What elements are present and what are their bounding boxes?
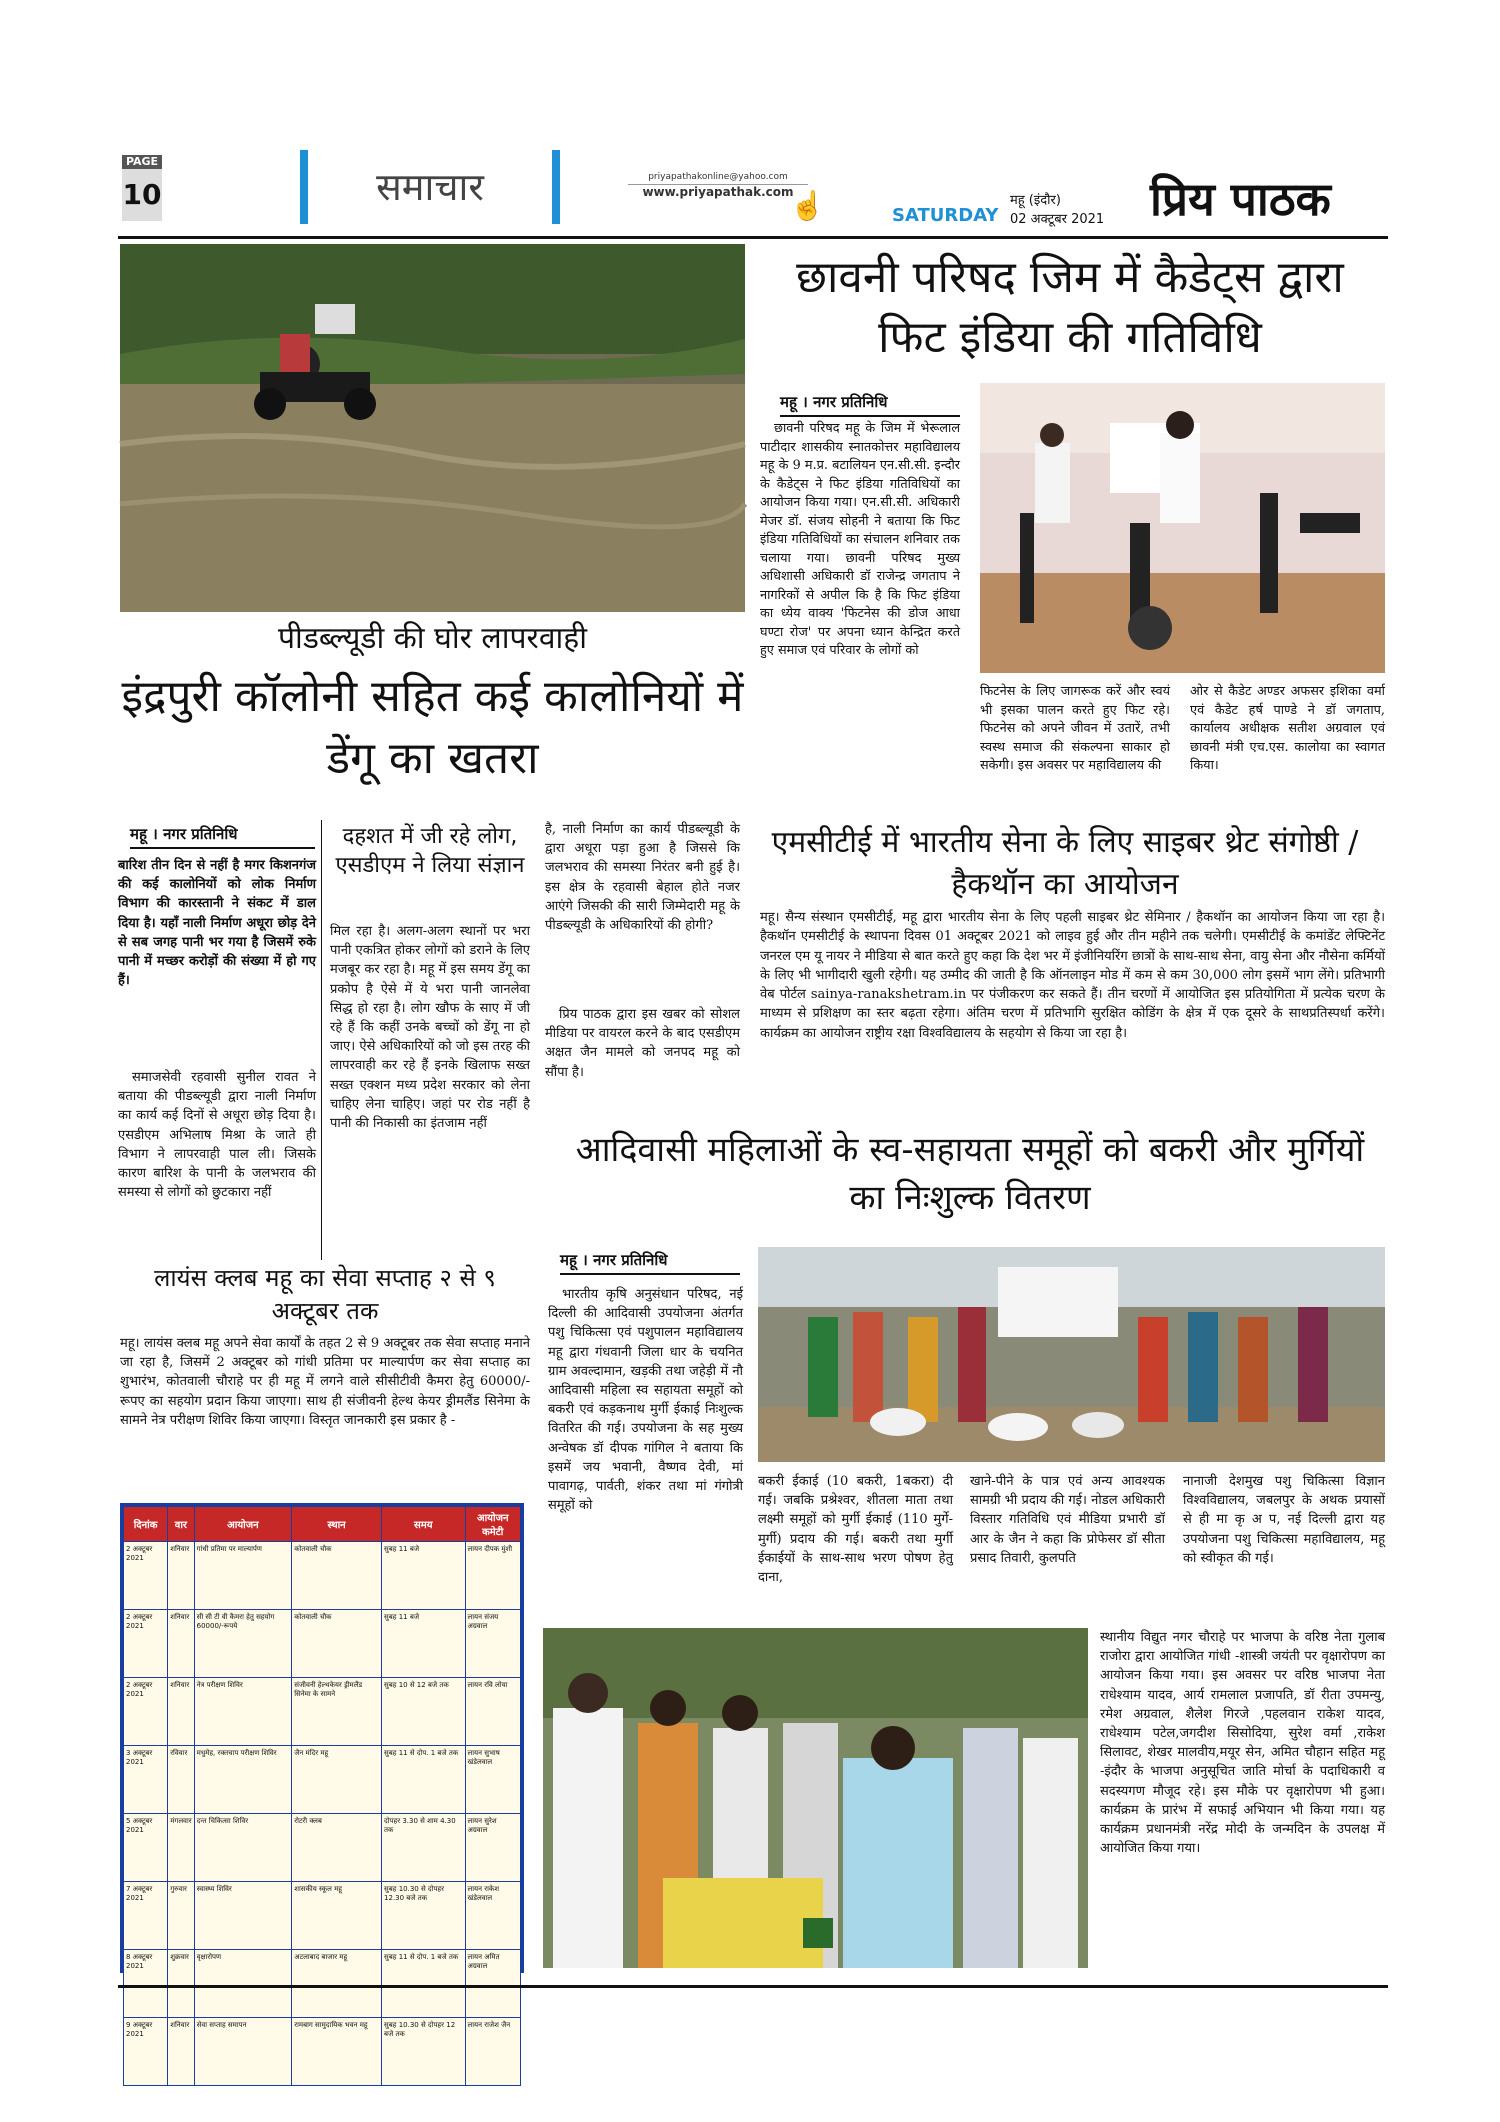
table-cell: स्वास्थ्य शिविर [194, 1882, 292, 1950]
table-row [124, 1814, 521, 1882]
contact-badge[interactable] [628, 172, 808, 210]
contact-email: priyapathakonline@yahoo.com [628, 172, 808, 185]
dengue-subhead: दहशत में जी रहे लोग, एसडीएम ने लिया संज्ञान [335, 824, 525, 878]
plantation-photo [543, 1628, 1088, 1968]
table-cell: शनिवार [168, 1542, 194, 1610]
gym-byline: महू । नगर प्रतिनिधि [780, 392, 960, 417]
table-header-cell: आयोजन कमेटी [465, 1507, 521, 1542]
table-cell: संजीवनी हेल्थकेयर ड्रीमलैंड सिनेमा के सामने [292, 1678, 382, 1746]
tribal-column-2: बकरी ईकाई (10 बकरी, 1बकरा) दी गई। जबकि प्रश्रेश्वर, शीतला माता तथा लक्ष्मी समूहों को मुर्गी ईकाई (110 मुर्गे-मुर्गी) प्रदाय की गई। बकरी तथा मुर्गी ईकाईयों के साथ-साथ भरण पोषण हेतु दाना, [758, 1474, 953, 1586]
table-cell: दोपहर 3.30 से शाम 4.30 तक [382, 1814, 465, 1882]
table-header-cell: स्थान [292, 1507, 382, 1542]
top-rule [118, 236, 1388, 239]
table-cell: सुबह 10 से 12 बजे तक [382, 1678, 465, 1746]
gym-photo [980, 383, 1385, 673]
table-cell: सुबह 10.30 से दोपहर 12 बजे तक [382, 2018, 465, 2086]
table-cell: 9 अक्टूबर 2021 [124, 2018, 168, 2086]
cyber-headline: एमसीटीई में भारतीय सेना के लिए साइबर थ्रेट संगोष्ठी / हैकथॉन का आयोजन [771, 825, 1359, 902]
table-cell: गांधी प्रतिमा पर माल्यार्पण [194, 1542, 292, 1610]
table-cell: लायन दीपक मुंशी [465, 1542, 521, 1610]
table-cell: शुक्रवार [168, 1950, 194, 2018]
dengue-lead: बारिश तीन दिन से नहीं है मगर किशनगंज की कई कालोनियों को लोक निर्माण विभाग की कारस्तानी ने संकट में डाल दिया है। यहाँ नाली निर्माण अधूरा छोड़ देने से सब जगह पानी भर गया है जिसमें रुके पानी में मच्छर करोड़ों की संख्या में हो गए हैं। [118, 858, 316, 989]
page-number-box [122, 155, 162, 227]
table-header-cell: समय [382, 1507, 465, 1542]
newspaper-logo: प्रिय पाठक [1150, 172, 1331, 226]
table-cell: रामबाग सामुदायिक भवन महू [292, 2018, 382, 2086]
table-cell: 3 अक्टूबर 2021 [124, 1746, 168, 1814]
table-row [124, 1950, 521, 2018]
cyber-body: महू। सैन्य संस्थान एमसीटीई, महू द्वारा भारतीय सेना के लिए पहली साइबर थ्रेट सेमिनार / हैकथॉन का आयोजन किया जा रहा है। हैकथॉन एमसीटीई के स्थापना दिवस 01 अक्टूबर 2021 को लाइव हुई और तीन महीने तक चलेगी। एमसीटीई के कमांडेंट लेफ्टिनेंट जनरल एम यू नायर ने मीडिया से बात करते हुए कहा कि देश भर में इंजीनियरिंग छात्रों के साथ-साथ सेना, वायु सेना और नौसेना कर्मियों के लिए भी भागीदारी खुली रहेगी। यह उम्मीद की जाती है कि ऑनलाइन मोड में कम से कम 30,000 लोग इसमें भाग लेंगे। प्रतिभागी वेब पोर्टल sainya-ranakshetram.in पर पंजीकरण कर सकते हैं। तीन चरणों में आयोजित इस प्रतियोगिता में प्रत्येक चरण के माध्यम से प्रशिक्षण का स्तर बढ़ता रहेगा। अंतिम चरण में प्रतिभागि सुरक्षित कोडिंग के क्षेत्र में एक दूसरे के साथप्रतिस्पर्धा करेंगे। कार्यक्रम का आयोजन राष्ट्रीय रक्षा विश्वविद्यालय के सहयोग से किया जा रहा है। [760, 910, 1385, 1041]
table-cell: शासकीय स्कूल महू [292, 1882, 382, 1950]
table-cell: अटलाबाद बाजार महू [292, 1950, 382, 2018]
section-title: समाचार [300, 150, 560, 224]
tribal-photo [758, 1247, 1385, 1462]
table-cell: 8 अक्टूबर 2021 [124, 1950, 168, 2018]
gym-column-1: छावनी परिषद महू के जिम में भेरूलाल पाटीदार शासकीय स्नातकोत्तर महाविद्यालय महू के 9 म.प्र. बटालियन एन.सी.सी. इन्दौर के कैडेट्स ने फिट इंडिया गतिविधियों का आयोजन किया गया। एन.सी.सी. अधिकारी मेजर डॉ. संजय सोहनी ने बताया कि फिट इंडिया गतिविधियों का संचालन शनिवार तक चलाया गया। छावनी परिषद मुख्य अधिशासी अधिकारी डॉ राजेन्द्र जगताप ने नागरिकों से अपील कि है कि फिट इंडिया का ध्येय वाक्य 'फिटनेस की डोज आधा घण्टा रोज' पर अपना ध्यान केन्द्रित करते हुए समाज एवं परिवार के लोगों को [760, 421, 960, 658]
page-number: 10 [122, 169, 162, 221]
gym-headline: छावनी परिषद जिम में कैडेट्स द्वारा फिट इंडिया की गतिविधि [796, 252, 1344, 363]
table-cell: सुबह 11 से दोप. 1 बजे तक [382, 1746, 465, 1814]
table-cell: सेवा सप्ताह समापन [194, 2018, 292, 2086]
table-cell: नेत्र परीक्षण शिविर [194, 1678, 292, 1746]
table-cell: वृक्षारोपण [194, 1950, 292, 2018]
table-cell: शनिवार [168, 2018, 194, 2086]
table-cell: रविवार [168, 1746, 194, 1814]
column-divider [321, 820, 322, 1260]
weekday: SATURDAY [892, 205, 999, 226]
table-cell: दन्त चिकित्सा शिविर [194, 1814, 292, 1882]
table-row [124, 1746, 521, 1814]
dengue-kicker: पीडब्ल्यूडी की घोर लापरवाही [278, 621, 587, 656]
table-cell: सी सी टी वी कैमरा हेतु सहयोग 60000/-रूपये [194, 1610, 292, 1678]
gym-column-3: ओर से कैडेट अण्डर अफसर इशिका वर्मा एवं कैडेट हर्ष पाण्डे ने डॉ जगताप, कार्यालय अधीक्षक सतीश अग्रवाल एवं छावनी मंत्री एच.एस. कालोया का स्वागत किया। [1190, 684, 1385, 773]
table-row [124, 1882, 521, 1950]
table-cell: मधुमेह, रक्तचाप परीक्षण शिविर [194, 1746, 292, 1814]
tribal-column-4: नानाजी देशमुख पशु चिकित्सा विज्ञान विश्वविद्यालय, जबलपुर के अथक प्रयासों से ही मा कृ अ प, नई दिल्ली द्वारा यह उपयोजना पशु चिकित्सा महाविद्यालय, महू को स्वीकृत की गई। [1183, 1474, 1385, 1566]
flood-photo [120, 244, 745, 612]
table-cell: कोतवाली चौक [292, 1542, 382, 1610]
dengue-column-2: मिल रहा है। अलग-अलग स्थानों पर भरा पानी एकत्रित होकर लोगों को डराने के लिए मजबूर कर रहा है। महू में इस समय डेंगू का प्रकोप है ऐसे में ये भरा पानी जानलेवा सिद्ध हो रहा है। लोग खौफ के साए में जी रहे हैं कि कहीं उनके बच्चों को डेंगू ना हो जाए। ऐसे अधिकारियों को जो इस तरह की लापरवाही कर रहे हैं इनके खिलाफ सख्त सख्त एक्शन मध्य प्रदेश सरकार को लेना चाहिए लेना चाहिए। जहां पर रोड नहीं है पानी की निकासी का इंतजाम नहीं [330, 924, 530, 1132]
dateline-city: महू (इंदौर) [1010, 193, 1061, 208]
lions-body: महू। लायंस क्लब महू अपने सेवा कार्यों के तहत 2 से 9 अक्टूबर तक सेवा सप्ताह मनाने जा रहा है, जिसमें 2 अक्टूबर को गांधी प्रतिमा पर माल्यार्पण कर सेवा सप्ताह का शुभारंभ, कोतवाली चौराहे पर ही महू में लगने वाले सीसीटीवी कैमरा हेतु 60000/- रूपए का सहयोग प्रदान किया जाएगा। साथ ही संजीवनी हेल्थ केयर ड्रीमलैंड सिनेमा के सामने नेत्र परीक्षण शिविर किया जाएगा। विस्तृत जानकारी इस प्रकार है - [120, 1336, 530, 1428]
table-cell: मंगलवार [168, 1814, 194, 1882]
table-row [124, 2018, 521, 2086]
dengue-column-1: समाजसेवी रहवासी सुनील रावत ने बताया की पीडब्ल्यूडी द्वारा नाली निर्माण का कार्य कई दिनों से अधूरा छोड़ दिया है। एसडीएम अभिलाष मिश्रा के जाते ही विभाग ने लापरवाही पाल ली। जिसके कारण बारिश के पानी के जलभराव की समस्या से लोगों को छुटकारा नहीं [118, 1070, 316, 1201]
table-row [124, 1542, 521, 1610]
table-cell: जैन मंदिर महू [292, 1746, 382, 1814]
table-cell: लायन राकेश खंडेलवाल [465, 1882, 521, 1950]
lions-headline: लायंस क्लब महू का सेवा सप्ताह २ से ९ अक्टूबर तक [154, 1264, 496, 1325]
lions-schedule-table [120, 1503, 524, 2038]
table-cell: 5 अक्टूबर 2021 [124, 1814, 168, 1882]
issue-date: 02 अक्टूबर 2021 [1010, 212, 1105, 227]
table-cell: 2 अक्टूबर 2021 [124, 1542, 168, 1610]
table-row [124, 1678, 521, 1746]
table-cell: लायन सुभाष खंडेलवाल [465, 1746, 521, 1814]
dengue-byline: महू । नगर प्रतिनिधि [130, 824, 315, 849]
table-cell: कोतवाली चौक [292, 1610, 382, 1678]
table-header-cell: आयोजन [194, 1507, 292, 1542]
table-header-cell: दिनांक [124, 1507, 168, 1542]
table-cell: लायन सुरेश अग्रवाल [465, 1814, 521, 1882]
table-cell: शनिवार [168, 1678, 194, 1746]
table-cell: लायन राजेश जैन [465, 2018, 521, 2086]
table-cell: शनिवार [168, 1610, 194, 1678]
table-cell: लायन संजय अग्रवाल [465, 1610, 521, 1678]
table-cell: सुबह 10.30 से दोपहर 12.30 बजे तक [382, 1882, 465, 1950]
dengue-column-3b: प्रिय पाठक द्वारा इस खबर को सोशल मीडिया पर वायरल करने के बाद एसडीएम अक्षत जैन मामले को जनपद महू को सौंपा है। [545, 1007, 740, 1080]
tribal-column-1: भारतीय कृषि अनुसंधान परिषद, नई दिल्ली की आदिवासी उपयोजना अंतर्गत पशु चिकित्सा एवं पशुपालन महाविद्यालय महू द्वारा गंधवानी जिला धार के चयनित ग्राम अवल्दामान, खड़की तथा जहेड़ी में नौ आदिवासी महिला स्व सहायता समूहों को बकरी एवं कड़कनाथ मुर्गी ईकाई निःशुल्क वितरित की गई। उपयोजना के सह मुख्य अन्वेषक डॉ दीपक गांगिल ने बताया कि इसमें जय भवानी, वैष्णव देवी, मां पावागढ़, पार्वती, शंकर तथा मां गंगोत्री समूहों को [548, 1287, 743, 1514]
table-cell: रोटरी क्लब [292, 1814, 382, 1882]
pointing-hand-icon: ☝ [790, 189, 825, 222]
bottom-rule [118, 1985, 1388, 1988]
table-cell: 2 अक्टूबर 2021 [124, 1678, 168, 1746]
table-cell: सुबह 11 से दोप. 1 बजे तक [382, 1950, 465, 2018]
table-cell: लायन रवि लोया [465, 1678, 521, 1746]
table-cell: गुरुवार [168, 1882, 194, 1950]
table-cell: सुबह 11 बजे [382, 1610, 465, 1678]
table-cell: 7 अक्टूबर 2021 [124, 1882, 168, 1950]
dengue-headline: इंद्रपुरी कॉलोनी सहित कई कालोनियों में डेंगू का खतरा [121, 671, 744, 784]
page-label: PAGE [122, 155, 162, 169]
dengue-column-3a: है, नाली निर्माण का कार्य पीडब्ल्यूडी के द्वारा अधूरा पड़ा हुआ है जिससे कि जलभराव की समस्या निरंतर बनी हुई है। इस क्षेत्र के रहवासी बेहाल होते नजर आएंगे जिसकी की सारी जिम्मेदारी महू के पीडब्ल्यूडी के अधिकारियों की होगी? [545, 822, 740, 934]
plantation-body: स्थानीय विद्युत नगर चौराहे पर भाजपा के वरिष्ठ नेता गुलाब राजोरा द्वारा आयोजित गांधी -शास्त्री जयंती पर वृक्षारोपण का आयोजन किया गया। इस अवसर पर वरिष्ठ भाजपा नेता राधेश्याम यादव, आर्य रामलाल प्रजापति, डॉ रीता उपमन्यु, रमेश अग्रवाल, शैलेश गिरजे ,पहलवान राकेश यादव, राधेश्याम पटेल,जगदीश सिसोदिया, सुरेश वर्मा ,राकेश सिलावट, शेखर मालवीय,मयूर सेन, अमित चौहान सहित महू -इंदौर के भाजपा अनुसूचित जाति मोर्चा के पदाधिकारी व सदस्यगण मौजूद रहे। इस मौके पर वृक्षारोपण भी हुआ। कार्यक्रम के प्रारंभ में सफाई अभियान भी किया गया। यह कार्यक्रम प्रधानमंत्री नरेंद्र मोदी के जन्मदिन के उपलक्ष में आयोजित किया गया। [1100, 1630, 1385, 1857]
tribal-headline: आदिवासी महिलाओं के स्व-सहायता समूहों को बकरी और मुर्गियों का निःशुल्क वितरण [575, 1130, 1365, 1218]
table-cell: 2 अक्टूबर 2021 [124, 1610, 168, 1678]
table-header-cell: वार [168, 1507, 194, 1542]
gym-column-2: फिटनेस के लिए जागरूक करें और स्वयं भी इसका पालन करते हुए फिट रहे। फिटनेस को अपने जीवन में उतारें, तभी स्वस्थ समाज की संकल्पना साकार हो सकेगी। इस अवसर पर महाविद्यालय की [980, 684, 1170, 773]
table-cell: लायन अमित अग्रवाल [465, 1950, 521, 2018]
tribal-column-3: खाने-पीने के पात्र एवं अन्य आवश्यक सामग्री भी प्रदाय की गई। नोडल अधिकारी विस्तार गतिविधि एवं मीडिया प्रभारी डॉ आर के जैन ने कहा कि प्रोफेसर डॉ सीता प्रसाद तिवारी, कुलपति [970, 1474, 1165, 1566]
contact-website[interactable]: www.priyapathak.com [642, 185, 794, 199]
table-cell: सुबह 11 बजे [382, 1542, 465, 1610]
tribal-byline: महू । नगर प्रतिनिधि [560, 1250, 740, 1275]
table-row [124, 1610, 521, 1678]
